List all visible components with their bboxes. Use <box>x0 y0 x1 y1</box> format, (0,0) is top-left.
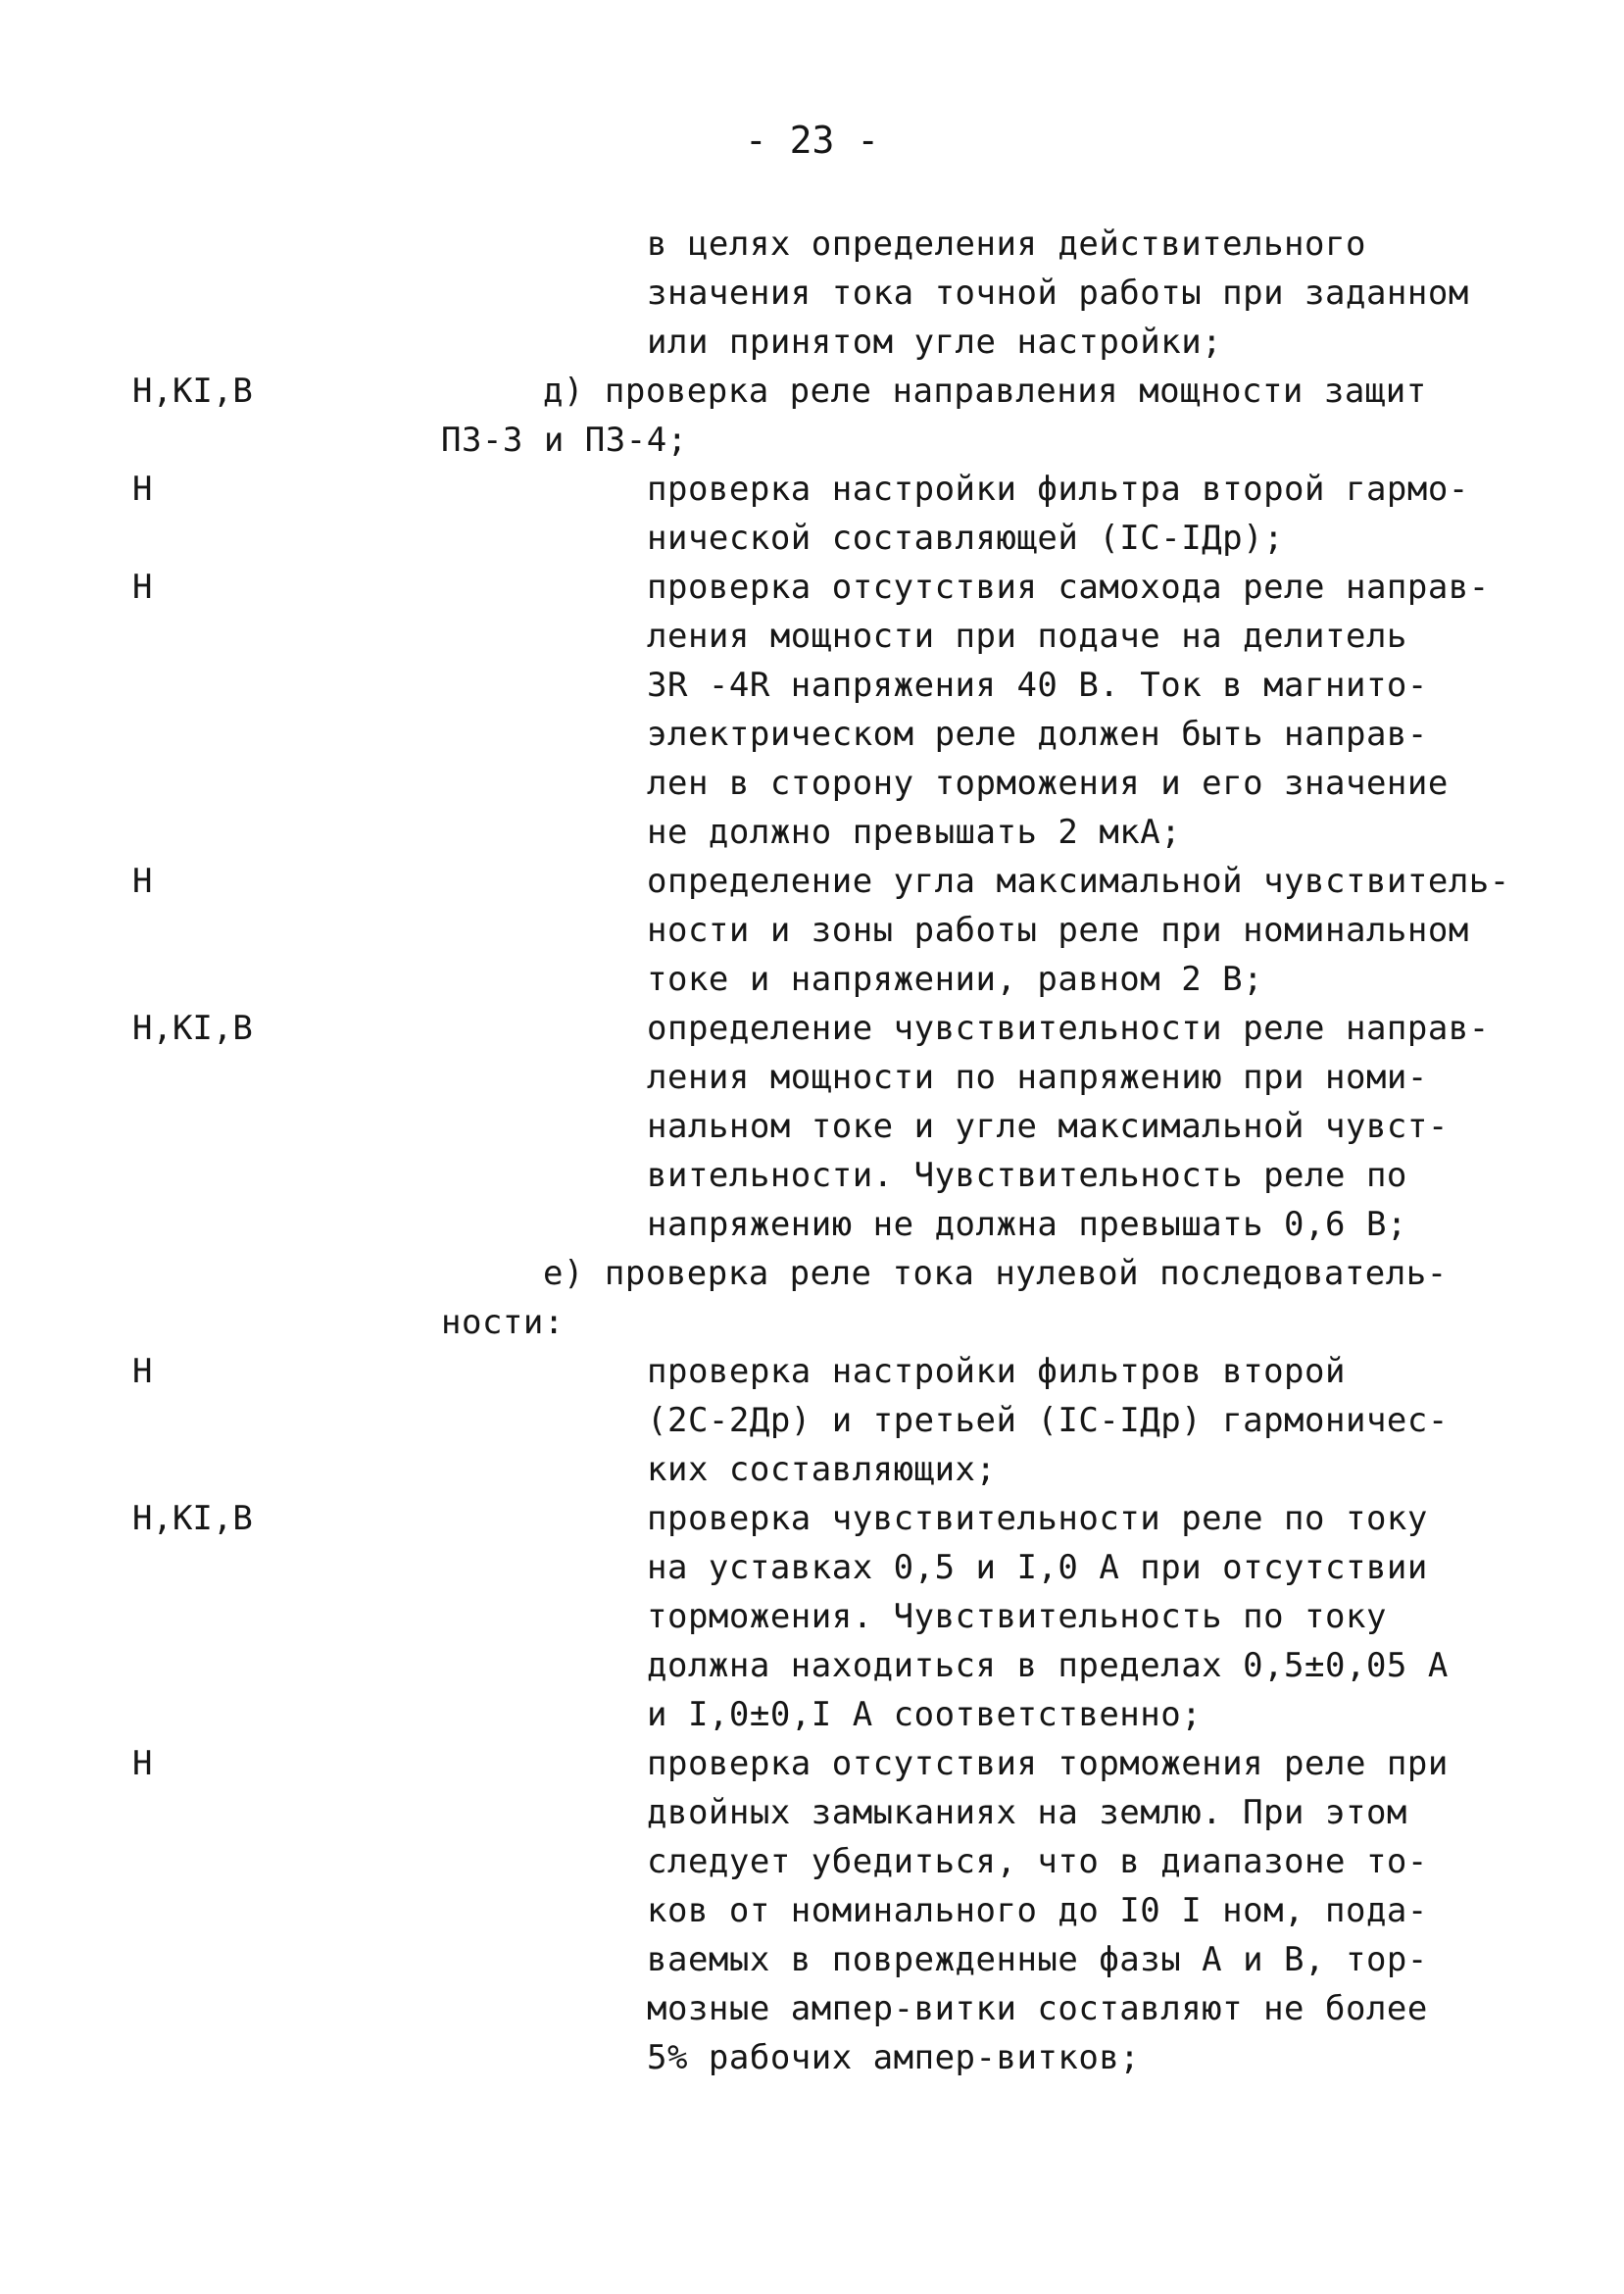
margin-code: Н,КI,В <box>132 1009 253 1048</box>
text-line: ления мощности при подаче на делитель <box>647 617 1407 656</box>
margin-code: Н <box>132 470 153 509</box>
text-line: торможения. Чувствительность по току <box>647 1597 1387 1636</box>
text-line: лен в сторону торможения и его значение <box>647 764 1449 803</box>
text-line: определение чувствительности реле направ- <box>647 1009 1490 1048</box>
text-line: не должно превышать 2 мкА; <box>647 813 1182 852</box>
text-line: мозные ампер-витки составляют не более <box>647 1989 1428 2028</box>
text-line: ков от номинального до I0 I ном, пода- <box>647 1891 1428 1930</box>
text-line: или принятом угле настройки; <box>647 323 1223 362</box>
margin-code: Н,КI,В <box>132 372 253 411</box>
text-line: 3R -4R напряжения 40 В. Ток в магнито- <box>647 666 1428 705</box>
text-line: ваемых в поврежденные фазы А и В, тор- <box>647 1940 1428 1979</box>
text-line: двойных замыканиях на землю. При этом <box>647 1793 1407 1832</box>
text-line: е) проверка реле тока нулевой последователь- <box>543 1254 1448 1293</box>
text-line: проверка чувствительности реле по току <box>647 1499 1428 1538</box>
text-line: ПЗ-3 и ПЗ-4; <box>441 421 688 460</box>
text-line: ления мощности по напряжению при номи- <box>647 1058 1428 1097</box>
page-number: - 23 - <box>744 119 880 162</box>
text-line: 5% рабочих ампер-витков; <box>647 2038 1141 2077</box>
text-line: определение угла максимальной чувствитель- <box>647 862 1510 901</box>
text-line: на уставках 0,5 и I,0 А при отсутствии <box>647 1548 1428 1587</box>
text-line: и I,0±0,I А соответственно; <box>647 1695 1203 1734</box>
text-line: нической составляющей (IС-IДр); <box>647 519 1285 558</box>
margin-code: Н,КI,В <box>132 1499 253 1538</box>
text-line: значения тока точной работы при заданном <box>647 274 1469 313</box>
text-line: проверка отсутствия самохода реле направ- <box>647 568 1490 607</box>
text-line: ности: <box>441 1303 565 1342</box>
text-line: проверка настройки фильтров второй <box>647 1352 1346 1391</box>
margin-code: Н <box>132 1744 153 1783</box>
text-line: вительности. Чувствительность реле по <box>647 1156 1407 1195</box>
text-line: нальном токе и угле максимальной чувст- <box>647 1107 1449 1146</box>
text-line: ности и зоны работы реле при номинальном <box>647 911 1469 950</box>
text-line: проверка отсутствия торможения реле при <box>647 1744 1449 1783</box>
text-line: следует убедиться, что в диапазоне то- <box>647 1842 1428 1881</box>
text-line: напряжению не должна превышать 0,6 В; <box>647 1205 1407 1244</box>
text-line: (2С-2Др) и третьей (IС-IДр) гармоничес- <box>647 1401 1449 1440</box>
text-line: в целях определения действительного <box>647 224 1366 264</box>
margin-code: Н <box>132 862 153 901</box>
text-line: д) проверка реле направления мощности защит <box>543 372 1427 411</box>
margin-code: Н <box>132 568 153 607</box>
text-line: электрическом реле должен быть направ- <box>647 715 1428 754</box>
text-line: ких составляющих; <box>647 1450 997 1489</box>
text-line: проверка настройки фильтра второй гармо- <box>647 470 1469 509</box>
margin-code: Н <box>132 1352 153 1391</box>
text-line: должна находиться в пределах 0,5±0,05 А <box>647 1646 1449 1685</box>
text-line: токе и напряжении, равном 2 В; <box>647 960 1264 999</box>
